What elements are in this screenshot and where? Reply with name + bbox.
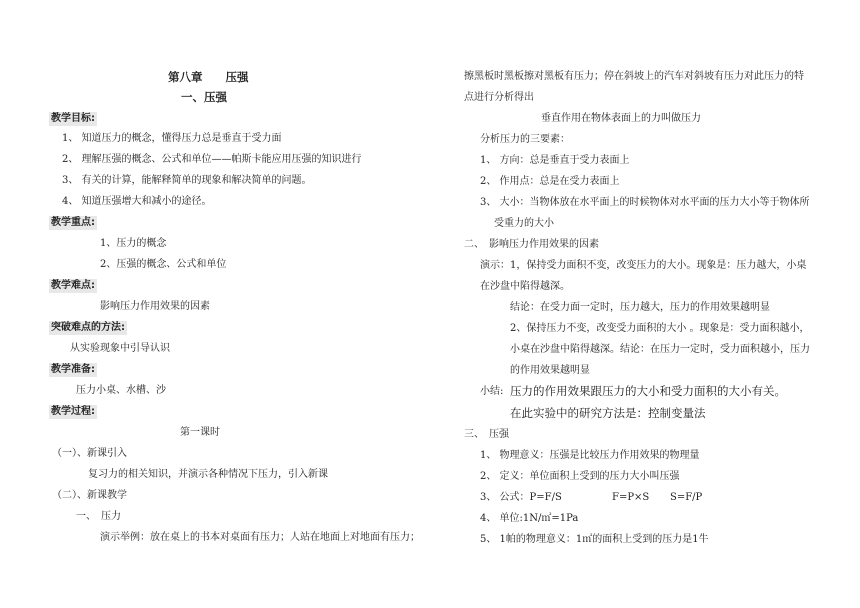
- right-column: [430, 0, 860, 608]
- element-item: 3、 大小：当物体放在水平面上的时候物体对水平面的压力大小等于物体所: [480, 197, 810, 208]
- definition-line: 垂直作用在物体表面上的力叫做压力: [541, 113, 701, 124]
- body-line: 擦黑板时黑板擦对黑板有压力；停在斜坡上的汽车对斜坡有压力对此压力的特: [464, 71, 804, 82]
- method-text: 在此实验中的研究方法是：控制变量法: [510, 406, 706, 420]
- pressure-item: 1、 物理意义：压强是比较压力作用效果的物理量: [480, 450, 700, 461]
- pressure-item: 3、 公式：P=F/S: [480, 492, 562, 503]
- lesson-label: 第一课时: [180, 427, 220, 438]
- demo-line: 2、保持压力不变，改变受力面积的大小 。现象是：受力面积越小，: [510, 323, 810, 334]
- intro-heading: （一）、新课引入: [52, 448, 127, 459]
- process-heading: 教学过程:: [51, 406, 95, 417]
- pressure-subheading: 一、 压力: [76, 511, 121, 522]
- pressure-item: 4、 单位:1N/㎡=1Pa: [480, 513, 579, 524]
- factors-heading: 二、 影响压力作用效果的因素: [464, 239, 599, 250]
- pressure-heading: 三、 压强: [464, 429, 509, 440]
- demo-line: 的作用效果越明显: [510, 365, 590, 376]
- summary-text: 压力的作用效果跟压力的大小和受力面积的大小有关。: [510, 384, 786, 398]
- demo-line: 小桌在沙盘中陷得越深。结论：在压力一定时，受力面积越小，压力: [510, 344, 810, 355]
- intro-text: 复习力的相关知识，并演示各种情况下压力，引入新课: [88, 469, 328, 480]
- demo-line: 演示：1，保持受力面积不变，改变压力的大小。现象是：压力越大，小桌: [480, 260, 807, 271]
- element-item: 1、 方向：总是垂直于受力表面上: [480, 155, 630, 166]
- element-item-cont: 受重力的大小: [494, 218, 554, 229]
- prep-heading: 教学准备:: [51, 364, 95, 375]
- demo-text: 演示举例：放在桌上的书本对桌面有压力；人站在地面上对地面有压力；: [100, 532, 420, 543]
- goal-item: 2、 理解压强的概念、公式和单位——帕斯卡能应用压强的知识进行: [62, 154, 362, 165]
- conclusion-line: 结论：在受力面一定时，压力越大，压力的作用效果越明显: [510, 302, 770, 313]
- key-item: 1、压力的概念: [100, 238, 167, 249]
- section-title: 一、压强: [181, 90, 227, 104]
- difficulty-heading: 教学难点:: [51, 280, 95, 291]
- formula: S=F/P: [670, 492, 703, 503]
- formula: F=P×S: [612, 492, 650, 503]
- summary-label: 小结:: [480, 386, 504, 397]
- pressure-item: 2、 定义：单位面积上受到的压力大小叫压强: [480, 471, 680, 482]
- method-item: 从实验现象中引导认识: [70, 343, 170, 354]
- goal-item: 1、 知道压力的概念，懂得压力总是垂直于受力面: [62, 133, 282, 144]
- goal-item: 4、 知道压强增大和减小的途径。: [62, 196, 212, 207]
- body-line: 点进行分析得出: [464, 92, 534, 103]
- difficulty-item: 影响压力作用效果的因素: [100, 301, 210, 312]
- method-heading: 突破难点的方法:: [51, 322, 125, 333]
- pressure-item: 5、 1帕的物理意义：1㎡的面积上受到的压力是1牛: [480, 534, 709, 545]
- key-heading: 教学重点:: [51, 217, 95, 228]
- goal-item: 3、 有关的计算，能解释简单的现象和解决简单的问题。: [62, 175, 312, 186]
- element-item: 2、 作用点：总是在受力表面上: [480, 176, 620, 187]
- prep-item: 压力小桌、水槽、沙: [76, 385, 166, 396]
- demo-line: 在沙盘中陷得越深。: [480, 281, 570, 292]
- elements-heading: 分析压力的三要素：: [480, 134, 570, 145]
- teach-heading: （二）、新课教学: [52, 490, 127, 501]
- chapter-title: 第八章 压强: [168, 70, 249, 84]
- key-item: 2、压强的概念、公式和单位: [100, 259, 227, 270]
- goals-heading: 教学目标:: [51, 113, 95, 124]
